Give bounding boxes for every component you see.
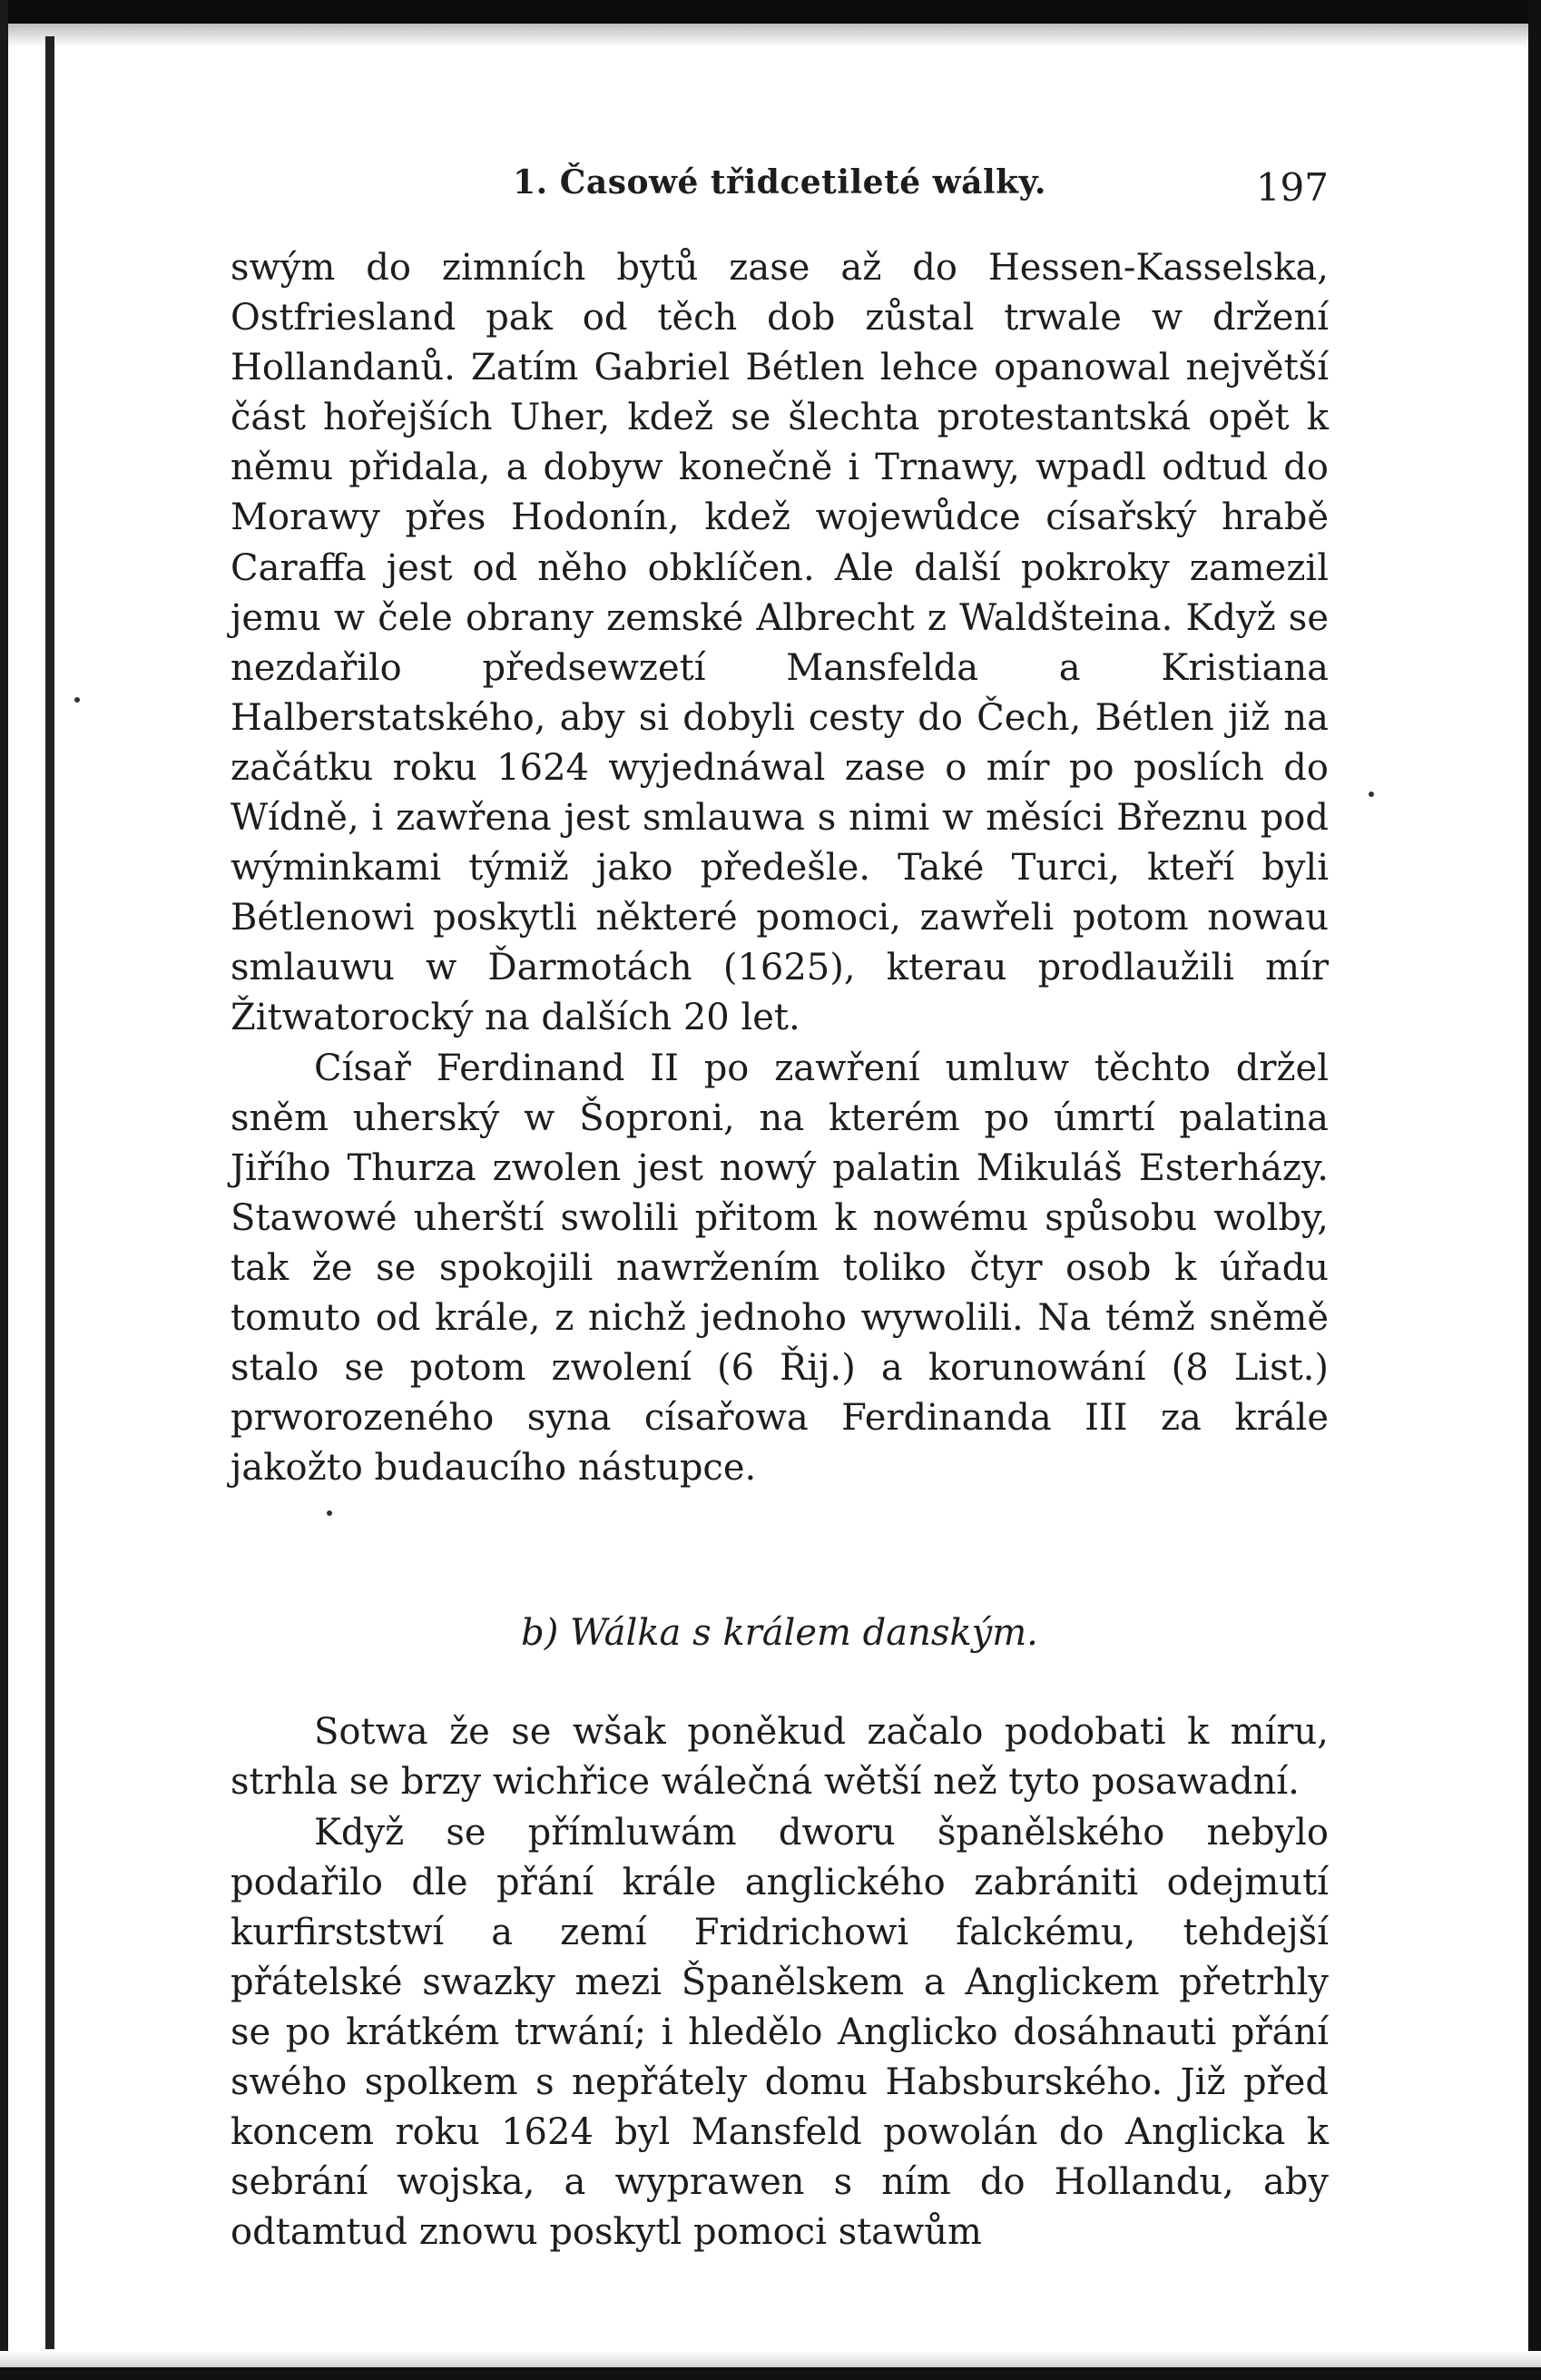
page-number: 197 <box>1255 165 1329 210</box>
running-header <box>231 154 1329 209</box>
paragraph: swým do zimních bytů zase až do Hessen-Kasselska, Ostfriesland pak od těch dob zůstal trwale w držení Hollandanů. Zatím Gabriel Bétlen lehce opanowal největší část hořejších Uher, kdež se šlechta protestantská opět k němu přidala, a dobyw konečně i Trnawy, wpadl odtud do Morawy přes Hodonín, kdež wojewůdce císařský hrabě Caraffa jest od něho obklíčen. Ale další pokroky zamezil jemu w čele obrany zemské Albrecht z Waldšteina. Když se nezdařilo předsewzetí Mansfelda a Kristiana Halberstatského, aby si dobyli cesty do Čech, Bétlen již na začátku roku 1624 wyjednáwal zase o mír po poslích do Wídně, i zawřena jest smlauwa s nimi w měsíci Březnu pod wýminkami týmiž jako předešle. Také Turci, kteří byli Bétlenowi poskytli některé pomoci, zawřeli potom nowau smlauwu w Ďarmotách (1625), kterau prodlaužili mír Žitwatorocký na dalších 20 let. <box>231 247 1329 1039</box>
scan-border-bottom <box>0 2367 1541 2380</box>
running-title: 1. Časowé třidcetileté wálky. <box>513 163 1046 202</box>
scan-shadow-top <box>0 24 1541 47</box>
paragraph: Sotwa že se wšak poněkud začalo podobati k míru, strhla se brzy wichřice wálečná wětší než tyto posawadní. <box>231 1711 1329 1804</box>
scan-border-right <box>1528 0 1541 2380</box>
scan-speck <box>1369 792 1374 797</box>
paragraph: Císař Ferdinand II po zawření umluw těchto držel sněm uherský w Šoproni, na kterém po úmrtí palatina Jiřího Thurza zwolen jest nowý palatin Mikuláš Esterházy. Stawowé uherští swolili přitom k nowému spůsobu wolby, tak že se spokojili nawržením toliko čtyr osob k úřadu tomuto od krále, z nichž jednoho wywolili. Na témž sněmě stalo se potom zwolení (6 Řij.) a korunowání (8 List.) prworozeného syna císařowa Ferdinanda III za krále jakožto budaucího nástupce. <box>231 1047 1329 1490</box>
body-text <box>231 243 1329 2257</box>
paragraph: Když se přímluwám dworu španělského nebylo podařilo dle přání krále anglického zabrániti odejmutí kurfirststwí a zemí Fridrichowi falckému, tehdejší přátelské swazky mezi Španělskem a Anglickem přetrhly se po krátkém trwání; i hledělo Anglicko dosáhnauti přání swého spolkem s nepřátely domu Habsburského. Již před koncem roku 1624 byl Mansfeld powolán do Anglicka k sebrání wojska, a wyprawen s ním do Hollandu, aby odtamtud znowu poskytl pomoci stawům <box>231 1811 1329 2254</box>
scan-speck <box>74 697 80 703</box>
page-gutter-line <box>45 36 54 2349</box>
scan-border-left <box>0 0 8 2380</box>
scan-border-top <box>0 0 1541 24</box>
book-page <box>231 154 1329 2257</box>
scan-shadow-bottom <box>0 2351 1541 2367</box>
section-heading: b) Wálka s králem danským. <box>521 1612 1038 1655</box>
